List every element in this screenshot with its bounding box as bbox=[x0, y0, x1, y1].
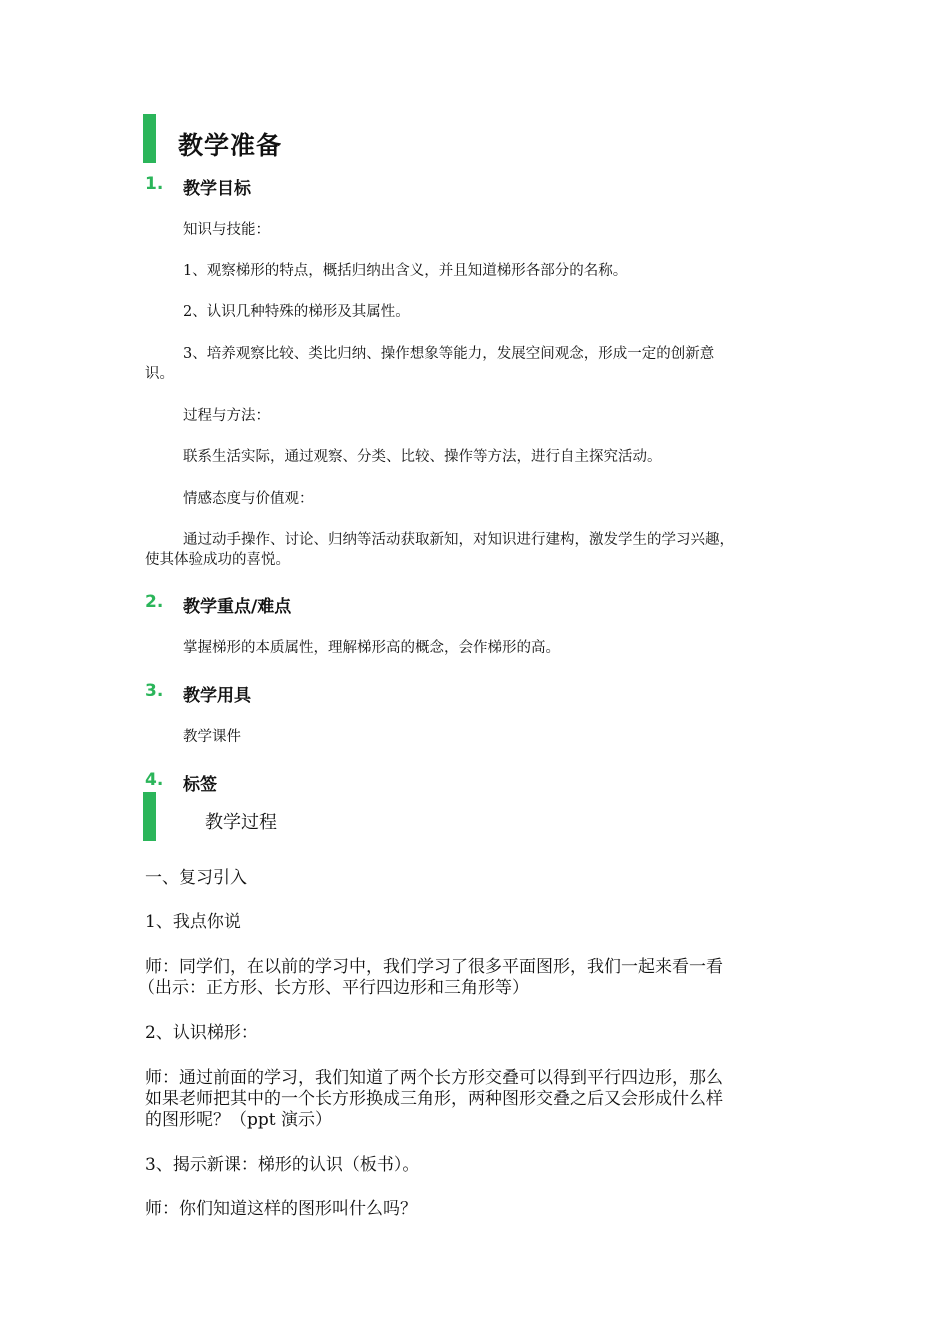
teacher-line-2a: 师：通过前面的学习，我们知道了两个长方形交叠可以得到平行四边形，那么 bbox=[145, 1068, 723, 1088]
page-title: 教学准备 bbox=[178, 131, 283, 160]
process-method-label: 过程与方法： bbox=[183, 408, 270, 424]
emotion-label: 情感态度与价值观： bbox=[183, 491, 314, 507]
process-part-1: 一、复习引入 bbox=[145, 868, 247, 888]
header-accent-bar bbox=[143, 114, 156, 163]
section-title-tools: 教学用具 bbox=[183, 686, 251, 706]
objective-item-3-line-1: 3、培养观察比较、类比归纳、操作想象等能力，发展空间观念，形成一定的创新意 bbox=[183, 346, 715, 362]
process-step-3: 3、揭示新课：梯形的认识（板书）。 bbox=[145, 1155, 420, 1175]
teacher-line-1a: 师：同学们，在以前的学习中，我们学习了很多平面图形，我们一起来看一看 bbox=[145, 957, 723, 977]
key-points-text: 掌握梯形的本质属性，理解梯形高的概念，会作梯形的高。 bbox=[183, 640, 560, 656]
process-accent-bar bbox=[143, 792, 156, 841]
emotion-text-line-2: 使其体验成功的喜悦。 bbox=[145, 552, 290, 568]
objective-item-3-line-2: 识。 bbox=[145, 366, 174, 382]
teacher-line-1b: （出示：正方形、长方形、平行四边形和三角形等） bbox=[138, 978, 529, 998]
teacher-line-2b: 如果老师把其中的一个长方形换成三角形，两种图形交叠之后又会形成什么样 bbox=[145, 1089, 723, 1109]
teacher-line-3: 师：你们知道这样的图形叫什么吗？ bbox=[145, 1199, 417, 1219]
objective-item-2: 2、认识几种特殊的梯形及其属性。 bbox=[183, 304, 410, 320]
section-number: 2. bbox=[145, 592, 164, 612]
objective-item-1: 1、观察梯形的特点，概括归纳出含义，并且知道梯形各部分的名称。 bbox=[183, 263, 628, 279]
section-title-key-points: 教学重点/难点 bbox=[183, 597, 292, 617]
process-method-text: 联系生活实际，通过观察、分类、比较、操作等方法，进行自主探究活动。 bbox=[183, 449, 662, 465]
process-step-2: 2、认识梯形： bbox=[145, 1023, 258, 1043]
section-title-tags: 标签 bbox=[183, 775, 217, 795]
section-number: 1. bbox=[145, 174, 164, 194]
process-title: 教学过程 bbox=[205, 812, 277, 833]
knowledge-label: 知识与技能： bbox=[183, 222, 270, 238]
emotion-text-line-1: 通过动手操作、讨论、归纳等活动获取新知，对知识进行建构，激发学生的学习兴趣， bbox=[183, 532, 734, 548]
process-step-1: 1、我点你说 bbox=[145, 912, 241, 932]
teacher-line-2c: 的图形呢？（ppt 演示） bbox=[145, 1110, 332, 1130]
section-number: 4. bbox=[145, 770, 164, 790]
section-number: 3. bbox=[145, 681, 164, 701]
section-title-objectives: 教学目标 bbox=[183, 179, 251, 199]
tools-text: 教学课件 bbox=[183, 729, 241, 745]
